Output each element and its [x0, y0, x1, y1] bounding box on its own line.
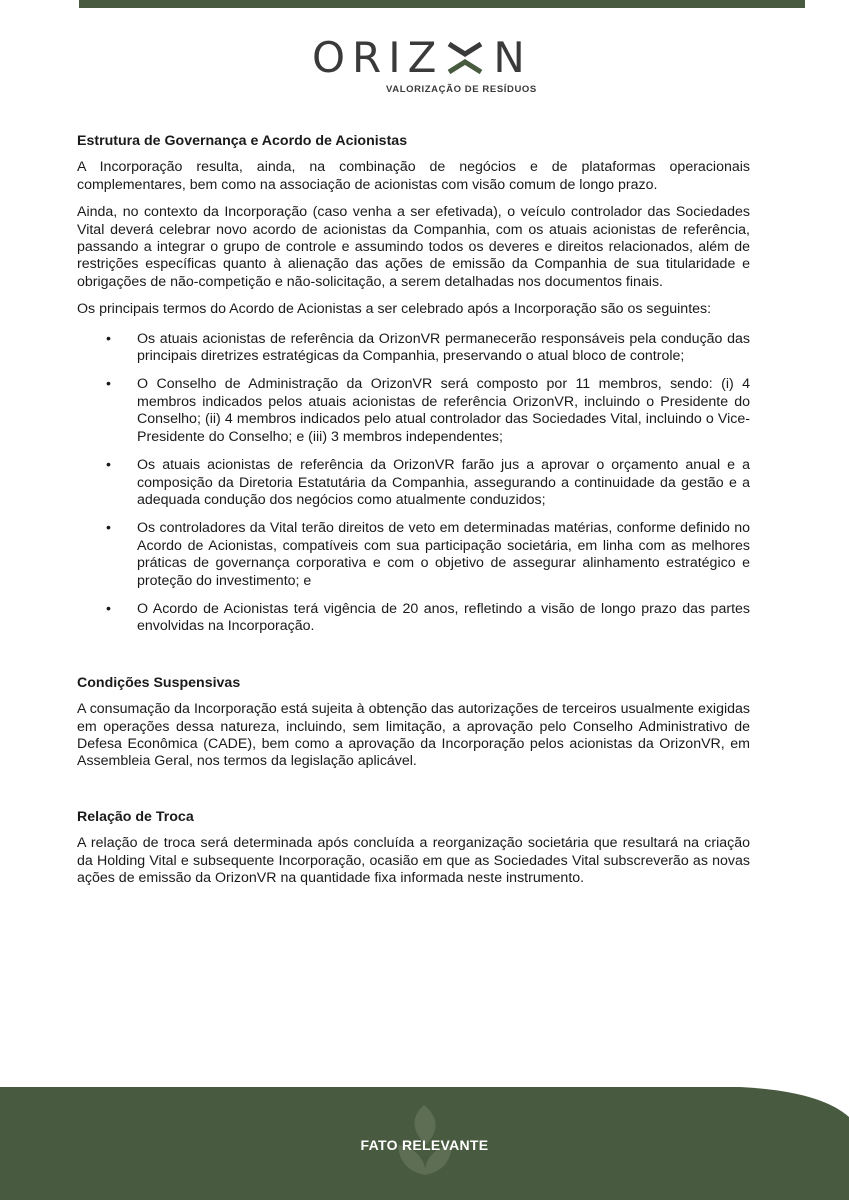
list-item-text: Os controladores da Vital terão direitos de veto em determinadas matérias, conforme definido no Acordo de Acionistas, compatíveis com sua participação societária, em linha com as melhores práticas de governança corporativa e com o objetivo de assegurar alinhamento estratégico e proteção do investimento; e — [137, 520, 750, 589]
logo-tagline: VALORIZAÇÃO DE RESÍDUOS — [386, 84, 537, 95]
top-accent-bar — [79, 0, 805, 8]
bullet-icon: • — [106, 330, 111, 347]
list-item-text: Os atuais acionistas de referência da OrizonVR farão jus a aprovar o orçamento anual e a composição da Diretoria Estatutária da Companhia, assegurando a continuidade da gestão e a adequada condução dos negócios como atualmente conduzidos; — [137, 457, 750, 508]
footer-title: FATO RELEVANTE — [360, 1137, 489, 1153]
bullet-list — [77, 331, 750, 636]
list-item — [77, 520, 750, 590]
list-item — [77, 601, 750, 636]
paragraph: A Incorporação resulta, ainda, na combinação de negócios e de plataformas operacionais complementares, bem como na associação de acionistas com visão comum de longo prazo. — [77, 159, 750, 193]
logo-word-right: N — [493, 33, 532, 82]
paragraph: Os principais termos do Acordo de Acionistas a ser celebrado após a Incorporação são os seguintes: — [77, 301, 712, 318]
logo-wordmark — [312, 34, 532, 82]
section-title-exchange: Relação de Troca — [77, 808, 194, 825]
document-body — [77, 133, 750, 897]
leaf-o-icon — [443, 34, 487, 82]
section-title-governance: Estrutura de Governança e Acordo de Acionistas — [77, 133, 408, 149]
section-spacer — [77, 647, 750, 675]
paragraph: Ainda, no contexto da Incorporação (caso venha a ser efetivada), o veículo controlador das Sociedades Vital deverá celebrar novo acordo de acionistas da Companhia, com os atuais acionistas de referência, passando a integrar o grupo de controle e assumindo todos os deveres e direitos relacionados, além de restrições específicas quanto à alienação das ações de emissão da Companhia de sua titularidade e obrigações de não-competição e não-solicitação, a serem detalhadas nos documentos finais. — [77, 204, 750, 290]
list-item — [77, 457, 750, 509]
bullet-icon: • — [106, 457, 111, 474]
list-item-text: O Conselho de Administração da OrizonVR será composto por 11 membros, sendo: (i) 4 membros indicados pelos atuais acionistas de referência OrizonVR, incluindo o Presidente do Conselho; (ii) 4 membros indicados pelo atual controlador das Sociedades Vital, incluindo o Vice-Presidente do Conselho; e (iii) 3 membros independentes; — [137, 376, 750, 445]
logo-word-left: ORIZ — [312, 33, 444, 82]
bullet-icon: • — [106, 520, 111, 537]
section-spacer — [77, 781, 750, 809]
paragraph: A consumação da Incorporação está sujeita à obtenção das autorizações de terceiros usualmente exigidas em operações dessa natureza, incluindo, sem limitação, a aprovação pelo Conselho Administrativo de Defesa Econômica (CADE), bem como a aprovação da Incorporação pelos acionistas da OrizonVR, em Assembleia Geral, nos termos da legislação aplicável. — [77, 701, 750, 770]
list-item-text: Os atuais acionistas de referência da OrizonVR permanecerão responsáveis pela condução das principais diretrizes estratégicas da Companhia, preservando o atual bloco de controle; — [137, 330, 750, 365]
footer-band — [0, 1087, 849, 1200]
paragraph: A relação de troca será determinada após concluída a reorganização societária que resultará na criação da Holding Vital e subsequente Incorporação, ocasião em que as Sociedades Vital subscreverão as novas ações de emissão da OrizonVR na quantidade fixa informada neste instrumento. — [77, 835, 750, 886]
list-item — [77, 331, 750, 366]
orizon-logo — [300, 34, 560, 96]
bullet-icon: • — [106, 376, 111, 393]
list-item-text: O Acordo de Acionistas terá vigência de 20 anos, refletindo a visão de longo prazo das partes envolvidas na Incorporação. — [137, 600, 750, 635]
section-title-conditions: Condições Suspensivas — [77, 674, 241, 691]
bullet-icon: • — [106, 600, 111, 617]
list-item — [77, 376, 750, 446]
